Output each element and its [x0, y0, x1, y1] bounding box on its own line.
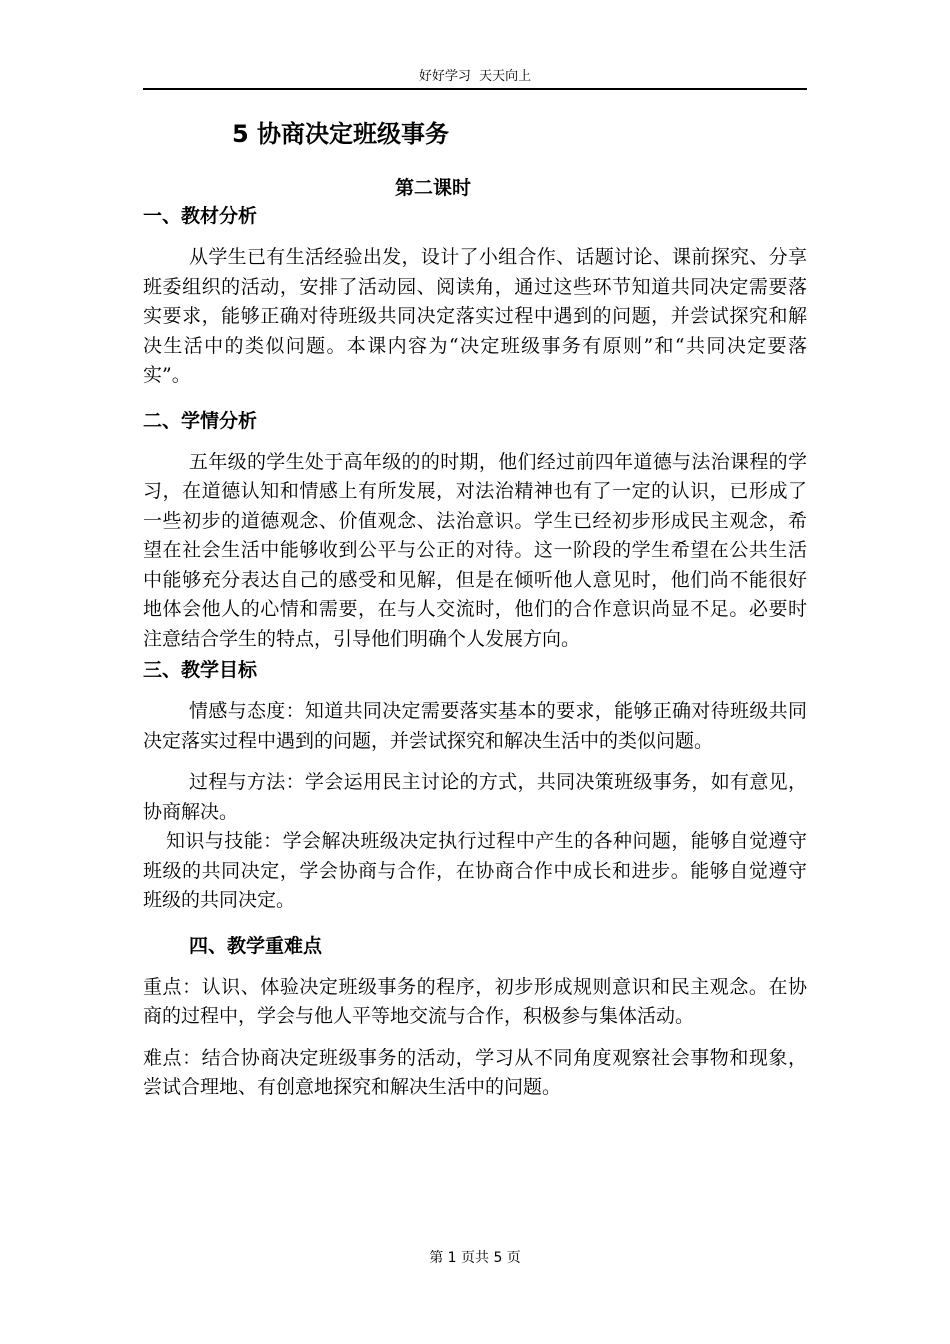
key-points-paragraph: 重点：认识、体验决定班级事务的程序，初步形成规则意识和民主观念。在协商的过程中，学会与他人平等地交流与合作，积极参与集体活动。 — [143, 975, 807, 1027]
textbook-analysis-paragraph: 从学生已有生活经验出发，设计了小组合作、话题讨论、课前探究、分享班委组织的活动，安排了活动园、阅读角，通过这些环节知道共同决定需要落实要求，能够正确对待班级共同决定落实过程中遇到的问题，并尝试探究和解决生活中的类似问题。本课内容为“决定班级事务有原则”和“共同决定要落实”。 — [143, 246, 807, 386]
section-heading-key-difficult-points: 四、教学重难点 — [189, 934, 323, 957]
page-footer: 第 1 页共 5 页 — [429, 1250, 521, 1266]
document-body — [143, 202, 807, 1103]
goal-emotion-attitude: 情感与态度：知道共同决定需要落实基本的要求，能够正确对待班级共同决定落实过程中遇到的问题，并尝试探究和解决生活中的类似问题。 — [143, 700, 807, 752]
goal-process-method: 过程与方法：学会运用民主讨论的方式，共同决策班级事务，如有意见，协商解决。 — [143, 771, 807, 823]
section-heading-teaching-goals: 三、教学目标 — [143, 659, 258, 681]
lesson-subtitle: 第二课时 — [394, 177, 471, 199]
page-header: 好好学习 天天向上 — [418, 69, 532, 84]
section-heading-textbook-analysis: 一、教材分析 — [143, 205, 258, 227]
section-heading-student-analysis: 二、学情分析 — [143, 409, 258, 432]
header-divider — [143, 88, 807, 90]
student-analysis-paragraph: 五年级的学生处于高年级的的时期，他们经过前四年道德与法治课程的学习，在道德认知和情感上有所发展，对法治精神也有了一定的认识，已形成了一些初步的道德观念、价值观念、法治意识。学生已经初步形成民主观念，希望在社会生活中能够收到公平与公正的对待。这一阶段的学生希望在公共生活中能够充分表达自己的感受和见解，但是在倾听他人意见时，他们尚不能很好地体会他人的心情和需要，在与人交流时，他们的合作意识尚显不足。必要时注意结合学生的特点，引导他们明确个人发展方向。 — [143, 450, 807, 650]
document-title: 5 协商决定班级事务 — [232, 120, 450, 148]
goal-knowledge-skill: 知识与技能：学会解决班级决定执行过程中产生的各种问题，能够自觉遵守班级的共同决定，学会协商与合作，在协商合作中成长和进步。能够自觉遵守班级的共同决定。 — [143, 830, 807, 911]
difficult-points-paragraph: 难点：结合协商决定班级事务的活动，学习从不同角度观察社会事物和现象，尝试合理地、有创意地探究和解决生活中的问题。 — [143, 1046, 807, 1098]
